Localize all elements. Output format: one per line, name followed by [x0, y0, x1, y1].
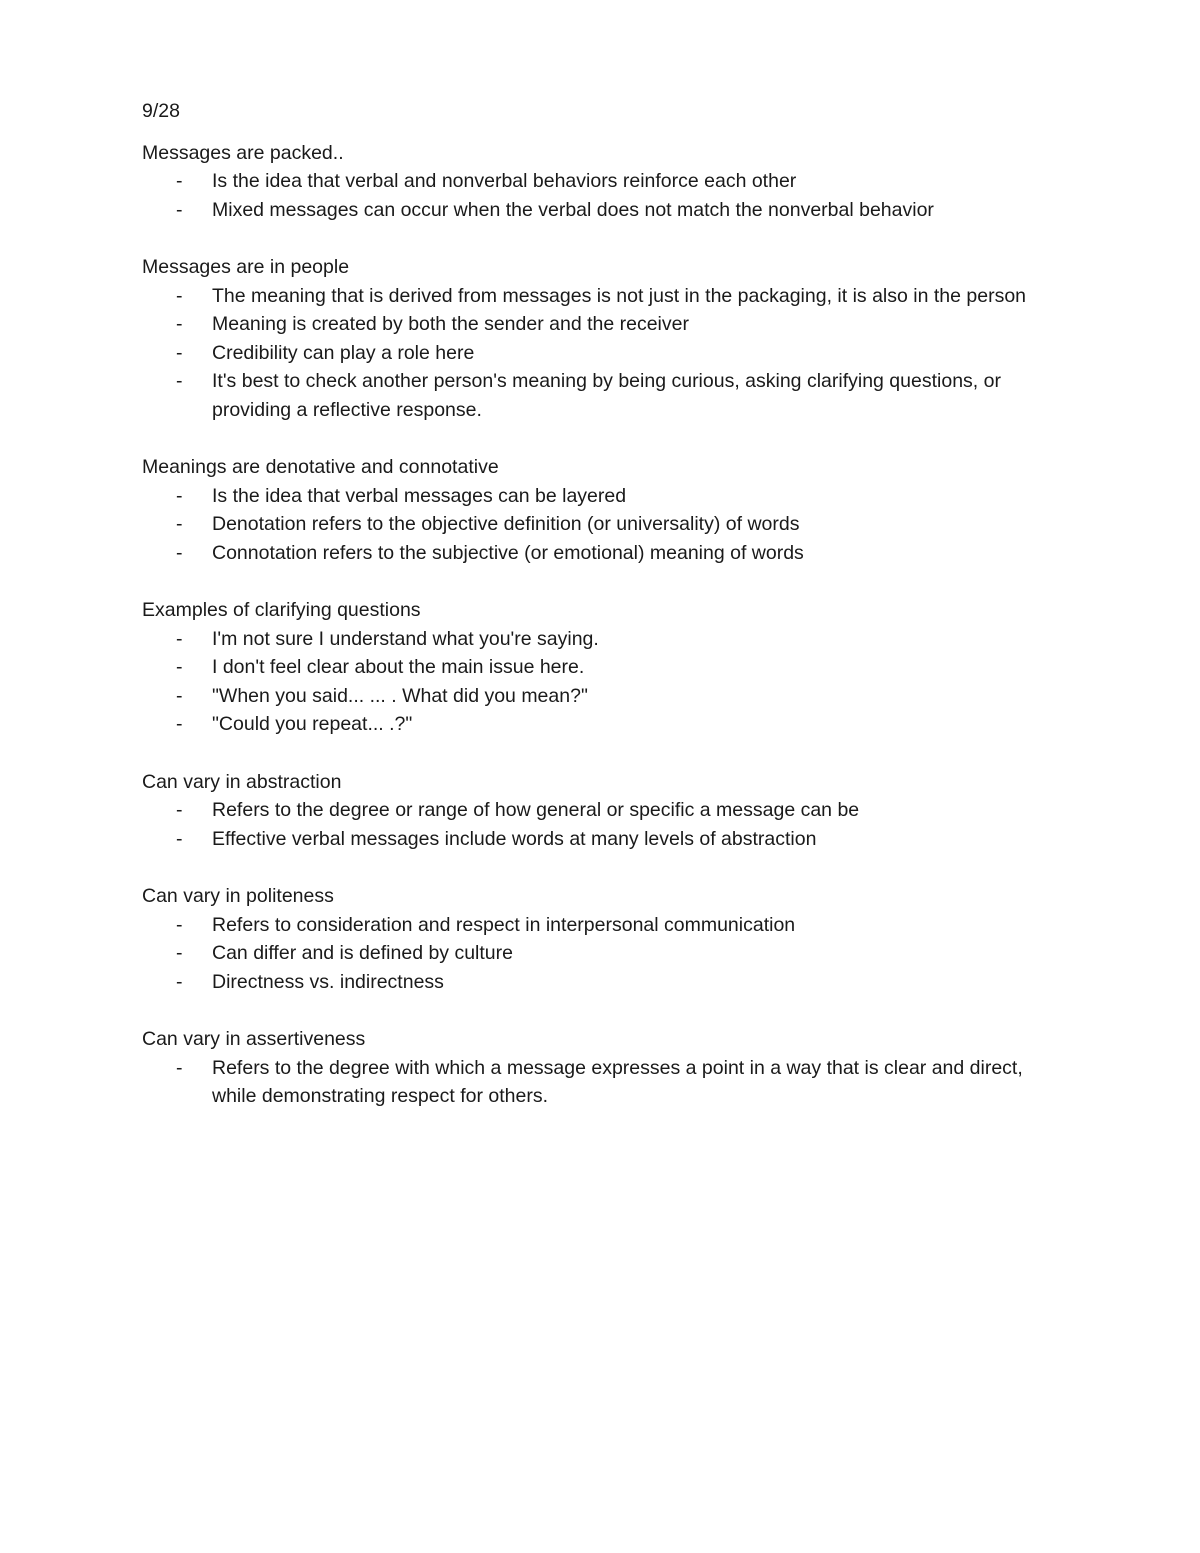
bullet-text: Denotation refers to the objective definition (or universality) of words	[212, 513, 800, 535]
bullet-text: Refers to the degree with which a message expresses a point in a way that is clear and direct, while demonstrating respect for others.	[212, 1056, 1023, 1107]
bullet-dash: -	[176, 799, 183, 821]
bullet-dash: -	[176, 913, 183, 936]
section-assertiveness	[142, 1025, 1062, 1111]
bullet-dash: -	[176, 313, 183, 335]
section-heading: Can vary in politeness	[142, 885, 334, 907]
list-item	[142, 339, 1062, 368]
bullet-text: Directness vs. indirectness	[212, 970, 444, 993]
bullet-dash: -	[176, 370, 183, 392]
bullet-dash: -	[176, 541, 183, 564]
section-heading: Can vary in abstraction	[142, 770, 342, 793]
bullet-text: Is the idea that verbal messages can be layered	[212, 484, 627, 507]
bullet-text: Effective verbal messages include words at many levels of abstraction	[212, 827, 817, 850]
bullet-dash: -	[176, 484, 183, 507]
bullet-dash: -	[176, 284, 183, 307]
bullet-text: "Could you repeat... .?"	[212, 713, 413, 735]
note-date: 9/28	[142, 100, 180, 122]
bullet-dash: -	[176, 827, 183, 850]
list-item	[142, 367, 1062, 424]
section-heading: Meanings are denotative and connotative	[142, 456, 499, 478]
bullet-text: I don't feel clear about the main issue here.	[212, 656, 585, 678]
list-item	[142, 825, 1062, 854]
section-clarifying-questions	[142, 596, 1062, 739]
bullet-text: "When you said... ... . What did you mean?"	[212, 684, 588, 707]
bullet-dash: -	[176, 627, 183, 650]
bullet-dash: -	[176, 198, 183, 221]
bullet-text: It's best to check another person's meaning by being curious, asking clarifying questions, or providing a reflective response.	[212, 370, 1001, 421]
bullet-list	[142, 1054, 1062, 1111]
list-item	[142, 310, 1062, 339]
list-item	[142, 939, 1062, 968]
bullet-dash: -	[176, 170, 183, 192]
bullet-dash: -	[176, 513, 183, 535]
section-heading: Examples of clarifying questions	[142, 599, 421, 621]
bullet-text: Can differ and is defined by culture	[212, 942, 513, 964]
section-heading: Messages are packed..	[142, 141, 344, 164]
list-item	[142, 625, 1062, 654]
bullet-text: Refers to the degree or range of how general or specific a message can be	[212, 799, 860, 821]
section-heading: Messages are in people	[142, 256, 350, 278]
bullet-dash: -	[176, 970, 183, 993]
bullet-text: Is the idea that verbal and nonverbal behaviors reinforce each other	[212, 170, 797, 192]
section-abstraction	[142, 768, 1062, 854]
bullet-list	[142, 482, 1062, 568]
bullet-text: Credibility can play a role here	[212, 341, 475, 364]
bullet-dash: -	[176, 1056, 183, 1079]
bullet-dash: -	[176, 656, 183, 678]
section-meanings-denotative	[142, 453, 1062, 567]
list-item	[142, 911, 1062, 940]
bullet-text: I'm not sure I understand what you're saying.	[212, 627, 599, 650]
bullet-list	[142, 625, 1062, 739]
list-item	[142, 1054, 1062, 1111]
document-page	[142, 97, 1062, 1140]
bullet-text: Refers to consideration and respect in interpersonal communication	[212, 913, 796, 936]
list-item	[142, 682, 1062, 711]
bullet-dash: -	[176, 713, 183, 735]
list-item	[142, 196, 1062, 225]
section-politeness	[142, 882, 1062, 996]
list-item	[142, 968, 1062, 997]
bullet-text: Meaning is created by both the sender and the receiver	[212, 313, 689, 335]
bullet-dash: -	[176, 341, 183, 364]
bullet-dash: -	[176, 684, 183, 707]
section-heading: Can vary in assertiveness	[142, 1028, 366, 1050]
bullet-text: Mixed messages can occur when the verbal does not match the nonverbal behavior	[212, 198, 934, 221]
section-messages-packed	[142, 139, 1062, 225]
bullet-list	[142, 282, 1062, 425]
bullet-text: The meaning that is derived from messages is not just in the packaging, it is also in the person	[212, 284, 1027, 307]
list-item	[142, 796, 1062, 825]
list-item	[142, 282, 1062, 311]
list-item	[142, 167, 1062, 196]
list-item	[142, 539, 1062, 568]
list-item	[142, 653, 1062, 682]
bullet-dash: -	[176, 942, 183, 964]
list-item	[142, 710, 1062, 739]
bullet-list	[142, 911, 1062, 997]
bullet-list	[142, 796, 1062, 853]
bullet-list	[142, 167, 1062, 224]
list-item	[142, 510, 1062, 539]
list-item	[142, 482, 1062, 511]
bullet-text: Connotation refers to the subjective (or emotional) meaning of words	[212, 541, 804, 564]
section-messages-in-people	[142, 253, 1062, 424]
